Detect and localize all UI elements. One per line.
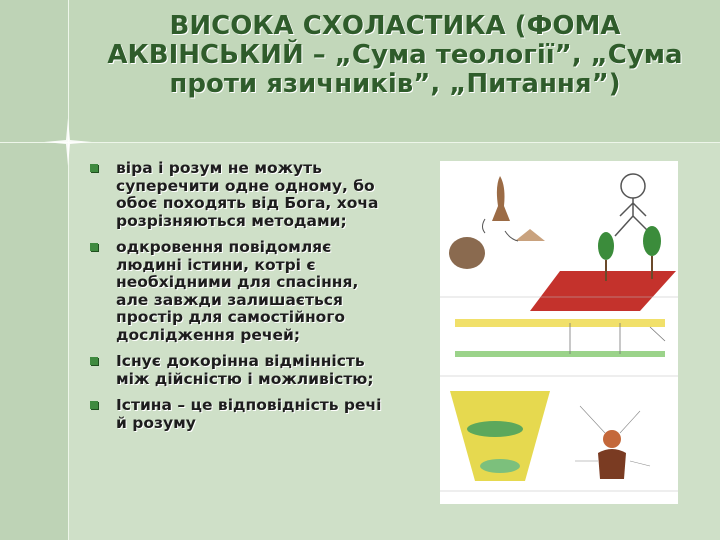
slide-title: ВИСОКА СХОЛАСТИКА (ФОМА АКВІНСЬКИЙ – „Сума теології”, „Сума проти язичників”, „Питання”) — [107, 11, 683, 99]
scholastic-diagram-illustration — [440, 161, 678, 504]
bullet-item — [88, 353, 388, 388]
connector-line — [630, 461, 650, 466]
human-head-shape — [621, 174, 645, 198]
illustration-panel — [440, 161, 678, 504]
yellow-band-shape — [455, 319, 665, 327]
monk-body-shape — [598, 449, 626, 479]
tree-shape — [643, 226, 661, 256]
left-band — [0, 0, 68, 540]
arrow-line — [505, 231, 518, 241]
connector-line — [650, 327, 665, 341]
statue-shape — [492, 176, 510, 221]
red-plane-shape — [530, 271, 676, 311]
bullet-marker-icon — [90, 401, 98, 409]
monk-head-shape — [603, 430, 621, 448]
mound-shape — [515, 229, 545, 241]
funnel-disc-shape — [467, 421, 523, 437]
bullet-item — [88, 239, 388, 344]
bullet-marker-icon — [90, 357, 98, 365]
bullet-item — [88, 397, 388, 432]
divider-vertical — [68, 0, 69, 540]
bullet-text: віра і розум не можуть суперечити одне одному, бо обоє походять від Бога, хоча розрізняються методами; — [116, 159, 379, 230]
bullet-list — [88, 160, 388, 441]
bullet-text: одкровення повідомляє людині істини, котрі є необхідними для спасіння, але завжди залишається простір для самостійного дослідження речей; — [116, 238, 359, 344]
arrow-line — [483, 219, 486, 233]
bullet-marker-icon — [90, 243, 98, 251]
tree-shape — [598, 232, 614, 260]
bullet-marker-icon — [90, 164, 98, 172]
sparkle-icon — [44, 118, 92, 166]
connector-line — [580, 406, 605, 433]
funnel-disc-shape — [480, 459, 520, 473]
divider-horizontal — [0, 142, 720, 143]
green-band-shape — [455, 351, 665, 357]
connector-line — [620, 411, 640, 433]
bullet-text: Істина – це відповідність речі й розуму — [116, 396, 382, 432]
stone-shape — [449, 237, 485, 269]
bullet-text: Існує докорінна відмінність між дійсністю і можливістю; — [116, 352, 374, 388]
bullet-item — [88, 160, 388, 230]
